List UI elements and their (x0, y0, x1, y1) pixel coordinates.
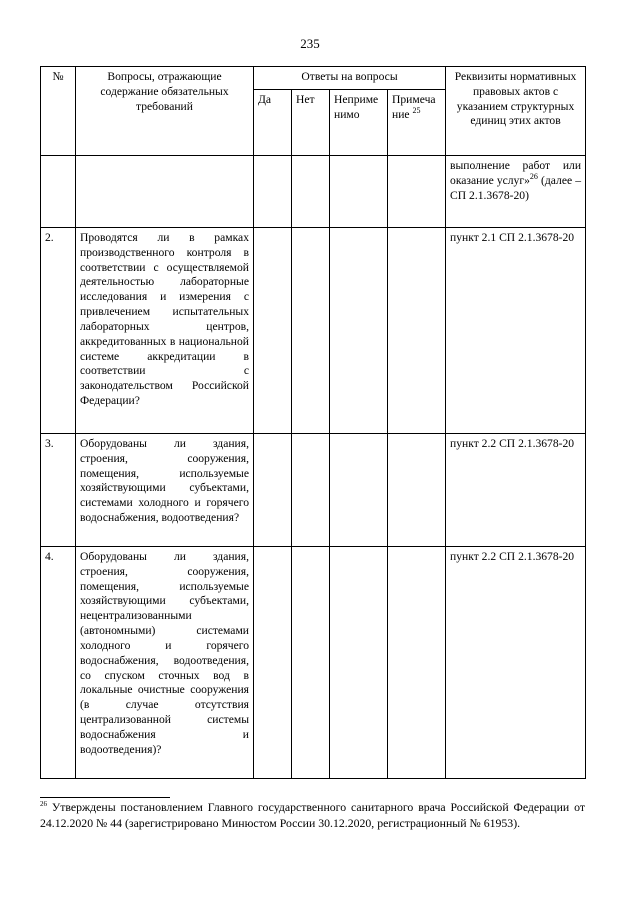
answer-na-cell (330, 228, 388, 434)
footnote-ref-25: 25 (412, 105, 421, 115)
page-number: 235 (300, 36, 320, 51)
note-cell (388, 547, 446, 779)
answer-na-cell (330, 156, 388, 228)
footnote (40, 799, 585, 831)
answer-no-cell (292, 156, 330, 228)
table-row (41, 434, 586, 547)
row-requisite: пункт 2.2 СП 2.1.3678-20 (446, 434, 586, 547)
header-yes: Да (254, 90, 292, 156)
row-number (41, 156, 76, 228)
answer-no-cell (292, 547, 330, 779)
note-cell (388, 434, 446, 547)
row-number: 4. (41, 547, 76, 779)
row-requisite: пункт 2.1 СП 2.1.3678-20 (446, 228, 586, 434)
row-question: Оборудованы ли здания, строения, сооружения, помещения, используемые хозяйствующими субъектами, системами холодного и горячего водоснабжения, водоотведения? (76, 434, 254, 547)
requisite-text-cont: (далее – СП 2.1.3678-20) (450, 173, 582, 202)
header-row-1 (41, 67, 586, 90)
table-row (41, 156, 586, 228)
header-questions: Вопросы, отражающие содержание обязательных требований (76, 67, 254, 156)
footnote-mark: 26 (40, 800, 47, 809)
note-cell (388, 228, 446, 434)
answer-no-cell (292, 228, 330, 434)
note-cell (388, 156, 446, 228)
footnote-text: Утверждены постановлением Главного государственного санитарного врача Российской Федерации от 24.12.2020 № 44 (зарегистрировано Минюстом России 30.12.2020, регистрационный № 61953). (40, 800, 585, 831)
answer-na-cell (330, 434, 388, 547)
requirements-table (40, 66, 586, 779)
header-note-label: Примеча ние (392, 93, 436, 121)
answer-yes-cell (254, 547, 292, 779)
answer-yes-cell (254, 434, 292, 547)
row-question: Оборудованы ли здания, строения, сооружения, помещения, используемые хозяйствующими субъектами, нецентрализованными (автономными) системами холодного и горячего водоснабжения, водоотведения, со спуском сточных вод в локальные очистные сооружения (в случае отсутствия централизованной системы водоснабжения и водоотведения)? (76, 547, 254, 779)
header-num: № (41, 67, 76, 156)
header-answers: Ответы на вопросы (254, 67, 446, 90)
answer-na-cell (330, 547, 388, 779)
header-not-applicable: Неприме нимо (330, 90, 388, 156)
header-no: Нет (292, 90, 330, 156)
table-row (41, 228, 586, 434)
row-requisite: пункт 2.2 СП 2.1.3678-20 (446, 547, 586, 779)
row-question: Проводятся ли в рамках производственного контроля в соответствии с осуществляемой деятельностью лабораторные исследования и измерения с привлечением испытательных лабораторных центров, аккредитованных в национальной системе аккредитации в соответствии с законодательством Российской Федерации? (76, 228, 254, 434)
header-requisites: Реквизиты нормативных правовых актов с указанием структурных единиц этих актов (446, 67, 586, 156)
footnote-ref-26: 26 (529, 171, 538, 181)
row-requisite (446, 156, 586, 228)
row-number: 3. (41, 434, 76, 547)
requisite-text: выполнение работ или оказание услуг» (450, 159, 582, 187)
answer-no-cell (292, 434, 330, 547)
answer-yes-cell (254, 228, 292, 434)
table-row (41, 547, 586, 779)
header-note (388, 90, 446, 156)
row-number: 2. (41, 228, 76, 434)
row-question (76, 156, 254, 228)
footnote-divider (40, 797, 170, 798)
answer-yes-cell (254, 156, 292, 228)
